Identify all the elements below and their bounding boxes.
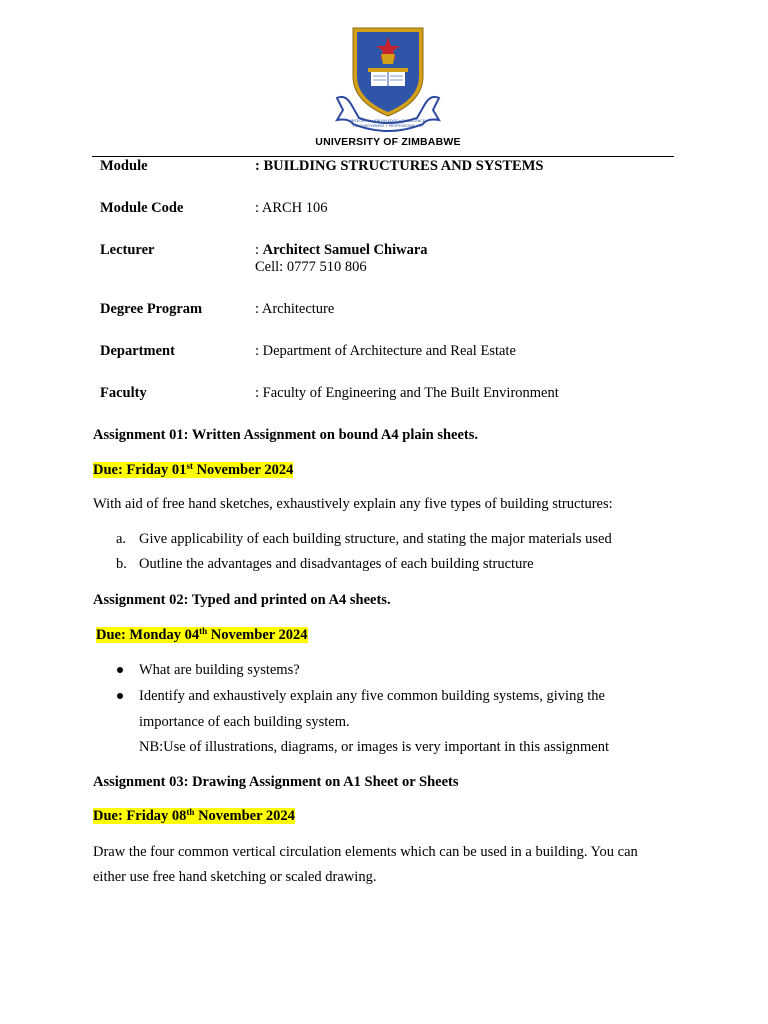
list-marker: a. xyxy=(116,531,127,547)
assignment2-due xyxy=(96,627,308,644)
list-marker: b. xyxy=(116,556,127,572)
assignment2-note: NB:Use of illustrations, diagrams, or images is very important in this assignment xyxy=(139,739,609,755)
list-item: Give applicability of each building structure, and stating the major materials used xyxy=(139,531,612,547)
module-label: Module xyxy=(100,158,148,174)
degree-program-value: : Architecture xyxy=(255,301,335,317)
assignment1-due-suffix: November 2024 xyxy=(192,462,294,478)
assignment1-title: Assignment 01: Written Assignment on bound A4 plain sheets. xyxy=(93,427,478,443)
lecturer-cell: Cell: 0777 510 806 xyxy=(255,259,367,275)
university-crest-logo xyxy=(335,24,441,136)
crest-motto: INTEGRITY • KNOWLEDGE • EXCELLENCE xyxy=(350,119,426,123)
list-item: What are building systems? xyxy=(139,662,300,678)
degree-program-label: Degree Program xyxy=(100,301,203,317)
assignment3-due-highlight xyxy=(93,808,295,824)
assignment2-title: Assignment 02: Typed and printed on A4 sheets. xyxy=(93,592,391,608)
lecturer-value xyxy=(255,242,428,259)
lecturer-label: Lecturer xyxy=(100,242,155,258)
list-item: Outline the advantages and disadvantages of each building structure xyxy=(139,556,534,572)
svg-text:INNOVATIVENESS • PROFESSIONALI: INNOVATIVENESS • PROFESSIONALISM xyxy=(353,124,423,128)
lecturer-prefix: : xyxy=(255,242,263,258)
faculty-label: Faculty xyxy=(100,385,147,401)
module-code-label: Module Code xyxy=(100,200,184,216)
assignment3-title: Assignment 03: Drawing Assignment on A1 Sheet or Sheets xyxy=(93,774,459,790)
assignment1-intro: With aid of free hand sketches, exhaustively explain any five types of building structures: xyxy=(93,496,613,512)
bullet-icon xyxy=(117,693,123,699)
module-code-value: : ARCH 106 xyxy=(255,200,328,216)
assignment3-due-sup: th xyxy=(186,807,195,817)
assignment1-due xyxy=(93,462,293,479)
bullet-icon xyxy=(117,667,123,673)
lecturer-name: Architect Samuel Chiwara xyxy=(262,242,428,258)
header-divider xyxy=(92,156,674,157)
assignment2-due-highlight xyxy=(96,627,308,643)
assignment3-due-prefix: Due: Friday 08 xyxy=(93,808,187,824)
assignment3-body-line2: either use free hand sketching or scaled drawing. xyxy=(93,869,377,885)
assignment2-due-sup: th xyxy=(199,626,208,636)
assignment1-due-sup: st xyxy=(186,461,193,471)
list-item-continuation: importance of each building system. xyxy=(139,714,350,730)
assignment3-body-line1: Draw the four common vertical circulation elements which can be used in a building. You can xyxy=(93,844,638,860)
faculty-value: : Faculty of Engineering and The Built Environment xyxy=(255,385,559,401)
university-name: UNIVERSITY OF ZIMBABWE xyxy=(315,136,461,148)
department-value: : Department of Architecture and Real Estate xyxy=(255,343,516,359)
assignment1-due-prefix: Due: Friday 01 xyxy=(93,462,187,478)
assignment3-due xyxy=(93,808,295,825)
list-item: Identify and exhaustively explain any five common building systems, giving the xyxy=(139,688,605,704)
module-value: : BUILDING STRUCTURES AND SYSTEMS xyxy=(255,158,544,174)
department-label: Department xyxy=(100,343,175,359)
assignment2-due-suffix: November 2024 xyxy=(207,627,308,643)
assignment2-due-prefix: Due: Monday 04 xyxy=(96,627,200,643)
assignment1-due-highlight xyxy=(93,462,293,478)
assignment3-due-suffix: November 2024 xyxy=(194,808,295,824)
